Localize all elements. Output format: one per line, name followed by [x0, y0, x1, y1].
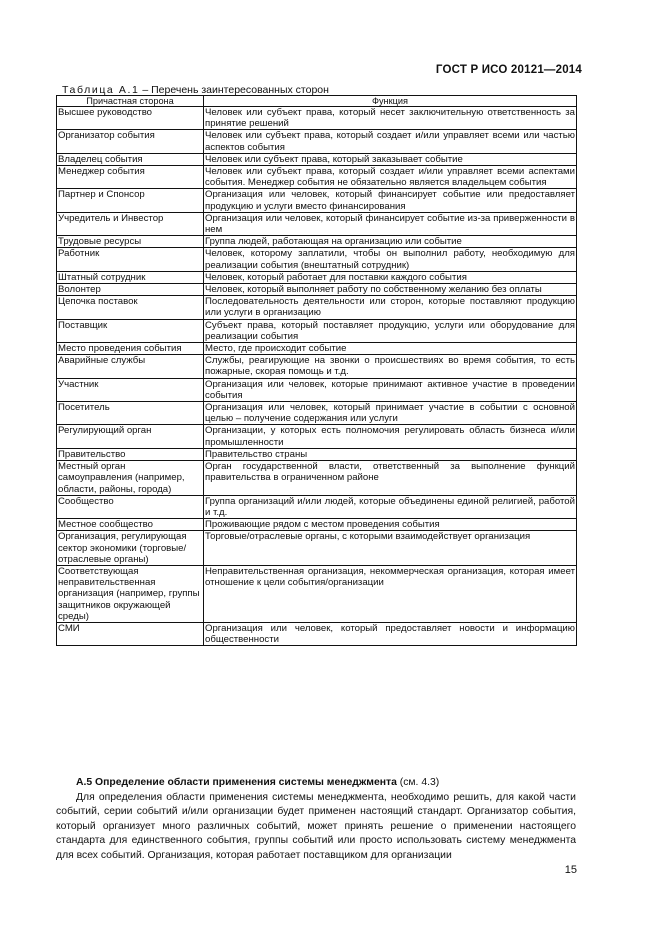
- table-body: [57, 107, 577, 646]
- table-row: [57, 166, 577, 189]
- table-row: [57, 271, 577, 283]
- table-row: [57, 248, 577, 271]
- stakeholder-party: Работник: [57, 248, 204, 271]
- stakeholder-function: Организация или человек, который финансирует событие или предоставляет продукцию и услуги вместо финансирования: [205, 189, 575, 212]
- stakeholder-function: Организации, у которых есть полномочия регулировать область бизнеса и/или промышленности: [205, 425, 575, 448]
- stakeholder-party: Трудовые ресурсы: [57, 236, 204, 248]
- table-row: [57, 296, 577, 319]
- stakeholder-party: Участник: [57, 378, 204, 401]
- stakeholder-party: Сообщество: [57, 495, 204, 518]
- stakeholder-party: Местное сообщество: [57, 519, 204, 531]
- stakeholder-function: Человек или субъект права, который несет заключительную ответственность за принятие решений: [205, 107, 575, 130]
- table-row: [57, 531, 577, 566]
- stakeholder-function: Группа людей, работающая на организацию или событие: [204, 236, 577, 248]
- section-title-bold: А.5 Определение области применения системы менеджмента: [76, 777, 397, 788]
- stakeholder-party: Учредитель и Инвестор: [57, 212, 204, 235]
- table-row: [57, 565, 577, 622]
- stakeholder-function: Проживающие рядом с местом проведения события: [204, 519, 577, 531]
- table-row: [57, 107, 577, 130]
- table-row: [57, 284, 577, 296]
- stakeholder-party: Местный орган самоуправления (например, области, районы, города): [57, 461, 204, 496]
- stakeholder-function: Человек, который работает для поставки каждого события: [204, 271, 577, 283]
- stakeholder-function: Место, где происходит событие: [204, 343, 577, 355]
- stakeholder-party: Поставщик: [57, 319, 204, 342]
- table-row: [57, 622, 577, 645]
- table-row: [57, 495, 577, 518]
- stakeholder-party: Правительство: [57, 448, 204, 460]
- stakeholder-function: Службы, реагирующие на звонки о происшествиях во время события, то есть пожарные, скорая помощь и т.д.: [205, 355, 575, 378]
- table-row: [57, 130, 577, 153]
- stakeholder-function: Последовательность деятельности или сторон, которые поставляют продукцию или услуги в организацию: [205, 296, 575, 319]
- page-number: 15: [564, 864, 577, 876]
- table-row: [57, 355, 577, 378]
- table-row: [57, 448, 577, 460]
- stakeholder-party: Цепочка поставок: [57, 296, 204, 319]
- stakeholder-party: Партнер и Спонсор: [57, 189, 204, 212]
- stakeholder-party: Менеджер события: [57, 166, 204, 189]
- table-caption-label: Таблица А.1: [62, 84, 140, 96]
- stakeholder-party: СМИ: [57, 622, 204, 645]
- table-caption-text: – Перечень заинтересованных сторон: [139, 84, 329, 96]
- stakeholder-party: Соответствующая неправительственная организация (например, группы защитников окружающей среды): [57, 565, 204, 622]
- stakeholder-function: Организация или человек, который принимает участие в событии с основной целью – получение содержания или услуги: [205, 402, 575, 425]
- stakeholder-function: Орган государственной власти, ответственный за выполнение функций правительства в ограниченном районе: [204, 461, 577, 496]
- section-body: Для определения области применения системы менеджмента, необходимо решить, для какой части событий, серии событий и/или организации будет применен настоящий стандарт. Организатор события, который организует много различных событий, может принять решение о применении настоящего стандарта для единственного события, группы событий или просто использовать систему менеджмента для всех событий. Организация, которая работает поставщиком для организации: [56, 791, 576, 861]
- stakeholder-party: Волонтер: [57, 284, 204, 296]
- stakeholder-party: Высшее руководство: [57, 107, 204, 130]
- stakeholder-function: Человек или субъект права, который заказывает событие: [204, 153, 577, 165]
- stakeholder-function: Правительство страны: [204, 448, 577, 460]
- stakeholder-party: Регулирующий орган: [57, 425, 204, 448]
- section-a5: [56, 776, 576, 864]
- stakeholder-function: Человек или субъект права, который создает и/или управляет всеми или частью аспектов события: [205, 130, 575, 153]
- section-title: [56, 776, 576, 791]
- stakeholder-party: Место проведения события: [57, 343, 204, 355]
- stakeholders-table: [56, 95, 577, 646]
- stakeholder-function: Группа организаций и/или людей, которые объединены единой религией, работой и т.д.: [205, 495, 575, 518]
- stakeholder-party: Посетитель: [57, 402, 204, 425]
- stakeholder-function: Субъект права, который поставляет продукцию, услуги или оборудование для реализации события: [205, 319, 575, 342]
- table-row: [57, 343, 577, 355]
- table-row: [57, 236, 577, 248]
- stakeholder-party: Владелец события: [57, 153, 204, 165]
- header-party: Причастная сторона: [57, 96, 204, 107]
- stakeholder-function: Организация или человек, которые принимают активное участие в проведении события: [205, 378, 575, 401]
- table-row: [57, 519, 577, 531]
- stakeholder-function: Организация или человек, который финансирует событие из-за приверженности в нем: [205, 212, 575, 236]
- table-row: [57, 212, 577, 235]
- table-row: [57, 402, 577, 425]
- stakeholder-function: Человек, которому заплатили, чтобы он выполнил работу, необходимую для реализации события (внештатный сотрудник): [205, 248, 575, 271]
- table-row: [57, 189, 577, 212]
- stakeholder-party: Аварийные службы: [57, 355, 204, 378]
- table-row: [57, 425, 577, 448]
- stakeholder-function: Торговые/отраслевые органы, с которыми взаимодействует организация: [204, 531, 577, 566]
- stakeholder-function: Неправительственная организация, некоммерческая организация, которая имеет отношение к цели события/организации: [204, 565, 577, 622]
- stakeholder-party: Штатный сотрудник: [57, 271, 204, 283]
- stakeholder-function: Организация или человек, который предоставляет новости и информацию общественности: [205, 622, 575, 646]
- table-row: [57, 319, 577, 342]
- table-header-row: [57, 96, 577, 107]
- standard-code: ГОСТ Р ИСО 20121—2014: [435, 64, 582, 76]
- table-row: [57, 378, 577, 401]
- stakeholder-function: Человек, который выполняет работу по собственному желанию без оплаты: [204, 284, 577, 296]
- table-row: [57, 153, 577, 165]
- section-title-ref: (см. 4.3): [396, 777, 440, 788]
- stakeholder-party: Организация, регулирующая сектор экономики (торговые/отраслевые органы): [57, 531, 204, 566]
- stakeholder-party: Организатор события: [57, 130, 204, 153]
- header-function: Функция: [204, 96, 577, 107]
- table-row: [57, 461, 577, 496]
- stakeholder-function: Человек или субъект права, который создает и/или управляет всеми аспектами события. Менеджер события не обязательно является владельцем события: [205, 166, 575, 189]
